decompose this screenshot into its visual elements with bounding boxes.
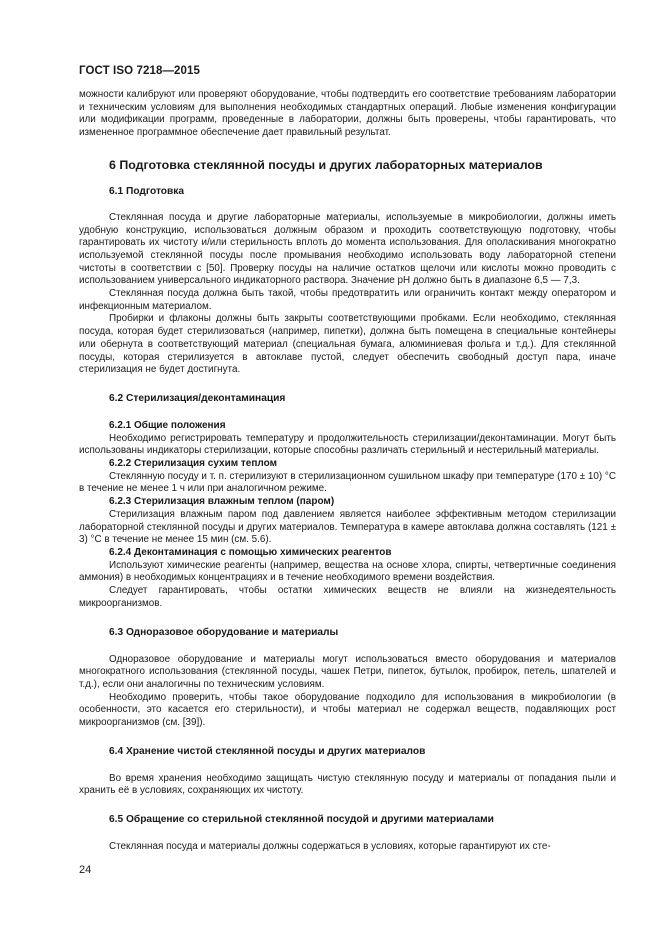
- section-6-title: 6 Подготовка стеклянной посуды и других лабораторных материалов: [109, 157, 543, 172]
- section-6-2-1-title: 6.2.1 Общие положения: [109, 419, 226, 431]
- section-6-5-paragraph-1: Стеклянная посуда и материалы должны содержаться в условиях, которые гарантируют их сте-: [109, 841, 551, 853]
- page-number: 24: [79, 864, 92, 876]
- section-6-3-paragraph-1: Одноразовое оборудование и материалы могут использоваться вместо оборудования и материалов многократного использования (стеклянной посуды, чашек Петри, пипеток, бутылок, пробирок, петель, шпателей и т.д.), если они аналогичны по техническим условиям.: [79, 653, 616, 690]
- section-6-1-paragraph-2: Стеклянная посуда должна быть такой, чтобы предотвратить или ограничить контакт между оператором и инфекционным материалом.: [79, 288, 616, 312]
- section-6-2-title: 6.2 Стерилизация/деконтаминация: [109, 392, 286, 404]
- section-6-2-3-text: Стерилизация влажным паром под давлением является наиболее эффективным методом стерилизации лабораторной стеклянной посуды и других материалов. Температура в камере автоклава должна составлять (121 ± 3) °С в течение не менее 15 мин (см. 5.6).: [79, 508, 616, 546]
- section-6-2-2-title: 6.2.2 Стерилизация сухим теплом: [109, 458, 277, 470]
- section-6-2-4-title: 6.2.4 Деконтаминация с помощью химических реагентов: [109, 546, 392, 558]
- intro-paragraph: можности калибруют или проверяют оборудование, чтобы подтвердить его соответствие требованиям лаборатории и техническим условиям для выполнения необходимых стандартных операций. Любые изменения конфигурации или модификации программ, проведенные в лаборатории, должны быть проверены, чтобы гарантировать, что измененное программное обеспечение дает правильный результат.: [79, 89, 616, 139]
- section-6-3-paragraph-2: Необходимо проверить, чтобы такое оборудование подходило для использования в микробиологии (в особенности, это касается его стерильности), и чтобы материал не содержал веществ, подавляющих рост микроорганизмов (см. [39]).: [79, 691, 616, 729]
- section-6-2-1-text: Необходимо регистрировать температуру и продолжительность стерилизации/деконтаминации. Могут быть использованы индикаторы стерилизации, которые способны различать стерильный и нестерильный материалы.: [79, 432, 616, 457]
- document-header: ГОСТ ISO 7218—2015: [79, 65, 201, 77]
- section-6-1-paragraph-3: Пробирки и флаконы должны быть закрыты соответствующими пробками. Если необходимо, стеклянная посуда, которая будет стерилизоваться (например, пипетки), должна быть помещена в специальные контейнеры или обернута в соответствующий материал (специальная бумага, алюминиевая фольга и т.д.). Для стеклянной посуды, которая стерилизуется в автоклаве пустой, следует обеспечить свободный доступ пара, иначе стерилизация не будет достигнута.: [79, 313, 616, 376]
- section-6-2-4-paragraph-2: Следует гарантировать, чтобы остатки химических веществ не влияли на жизнедеятельность микроорганизмов.: [79, 585, 616, 609]
- section-6-2-4-paragraph-1: Используют химические реагенты (например, вещества на основе хлора, спирты, четвертичные соединения аммония) в необходимых концентрациях и в течение необходимого времени воздействия.: [79, 559, 616, 584]
- section-6-2-2-text: Стеклянную посуду и т. п. стерилизуют в стерилизационном сушильном шкафу при температуре (170 ± 10) °С в течение не менее 1 ч или при аналогичном режиме.: [79, 470, 616, 495]
- document-body: [79, 89, 616, 854]
- section-6-4-title: 6.4 Хранение чистой стеклянной посуды и других материалов: [109, 745, 426, 757]
- section-6-5-title: 6.5 Обращение со стерильной стеклянной посудой и другими материалами: [109, 814, 494, 826]
- section-6-4-paragraph-1: Во время хранения необходимо защищать чистую стеклянную посуду и материалы от попадания пыли и хранить её в условиях, сохраняющих их чистоту.: [79, 772, 616, 797]
- section-6-1-title: 6.1 Подготовка: [109, 185, 185, 197]
- section-6-2-3-title: 6.2.3 Стерилизация влажным теплом (паром): [109, 496, 335, 508]
- section-6-3-title: 6.3 Одноразовое оборудование и материалы: [109, 626, 339, 638]
- section-6-1-paragraph-1: Стеклянная посуда и другие лабораторные материалы, используемые в микробиологии, должны иметь удобную конструкцию, использоваться должным образом и проходить соответствующую подготовку, чтобы гарантировать их чистоту и/или стерильность вплоть до момента использования. Для ополаскивания многократно используемой стеклянной посуды после промывания необходимо использовать воду лабораторной степени чистоты в соответствии с [50]. Проверку посуды на наличие остатков щелочи или кислоты можно проводить с использованием универсального индикаторного раствора. Значение рН должно быть в диапазоне 6,5 — 7,3.: [79, 211, 616, 287]
